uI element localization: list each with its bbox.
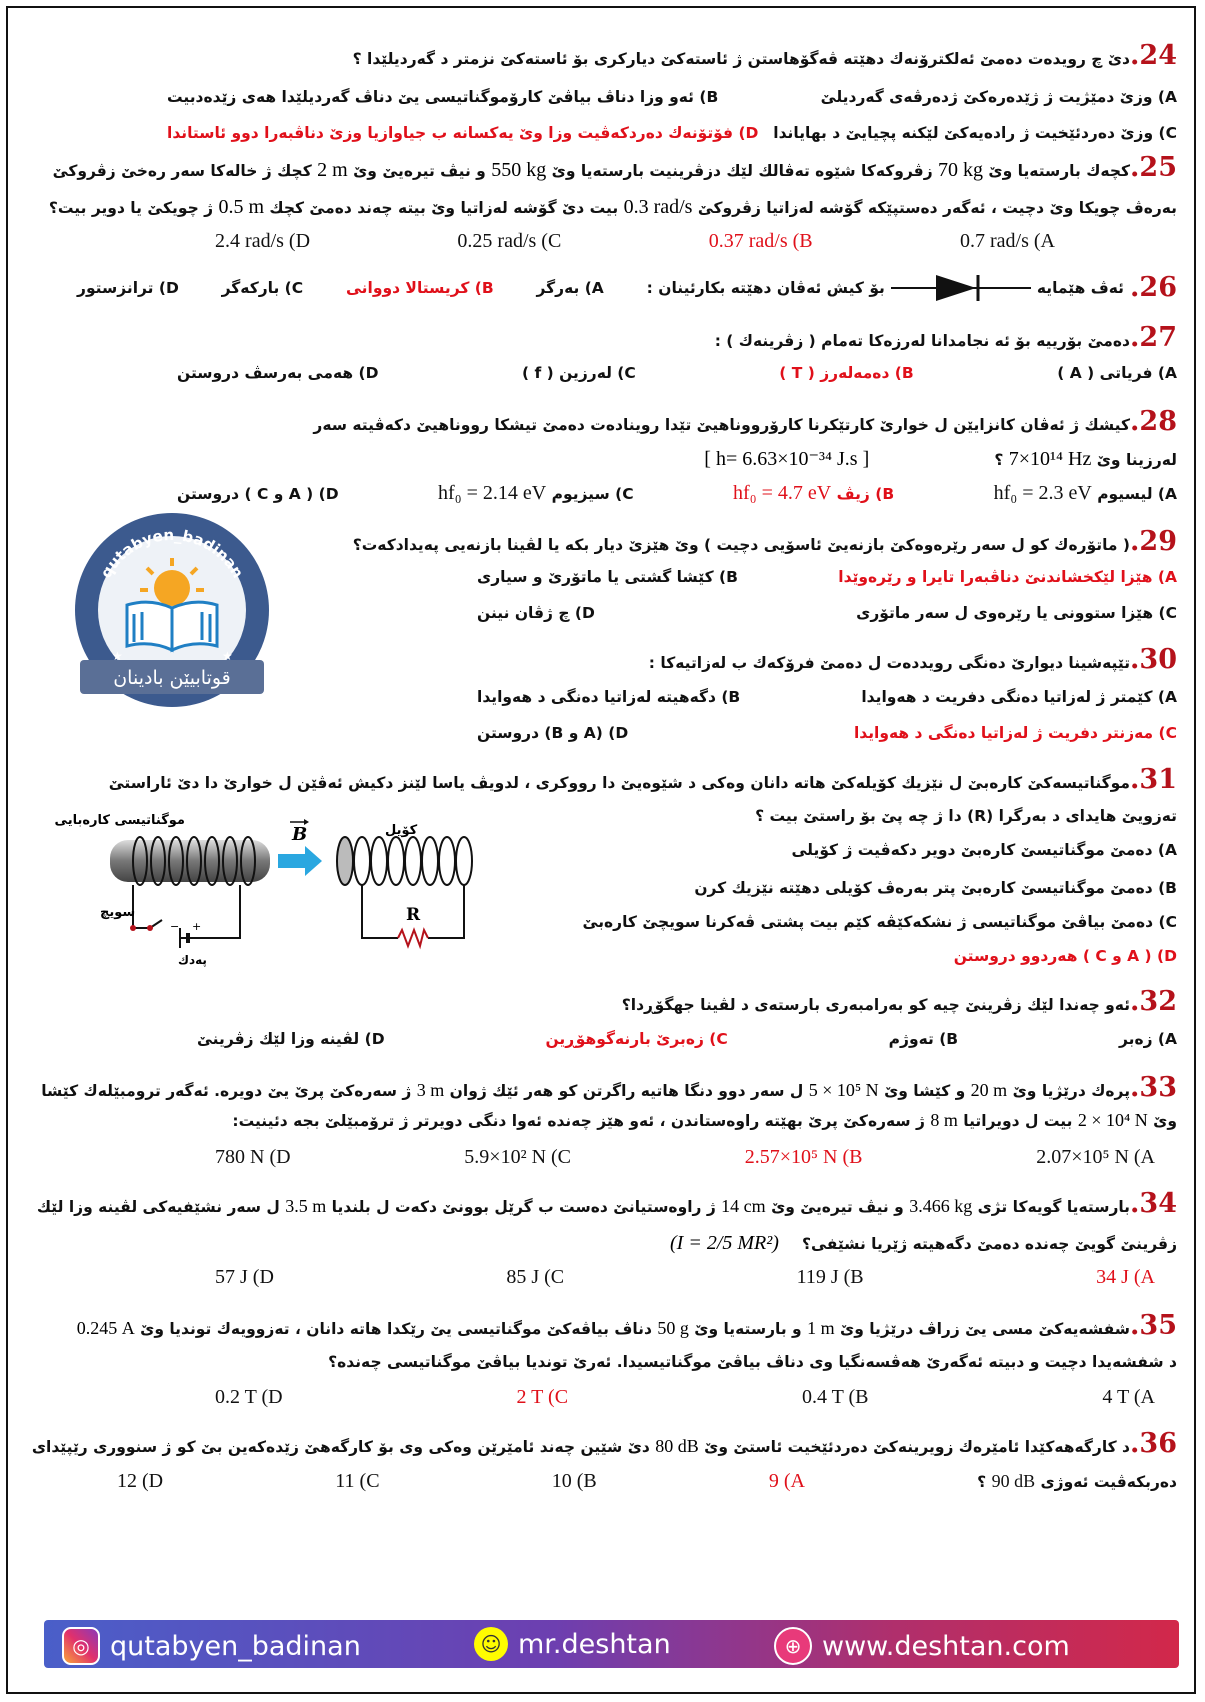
options-row	[177, 482, 1177, 505]
stem-text: زڤرینێ گویێ چەندە دەمێ دگەهیتە ژێریا نشێفی؟	[802, 1235, 1177, 1253]
option-d[interactable]: 57 J (D	[215, 1266, 274, 1288]
website-text: www.deshtan.com	[822, 1630, 1070, 1662]
question-31-line2	[600, 806, 1177, 825]
question-number: 32.	[1130, 986, 1177, 1017]
svg-text:−: −	[170, 920, 180, 933]
question-33-line2	[22, 1110, 1177, 1131]
magnetic-field-label: B	[292, 824, 308, 845]
option-row	[600, 946, 1177, 965]
question-number: 31.	[1130, 764, 1177, 795]
option-d[interactable]: D) (A و B) دروستن	[477, 724, 629, 742]
stem-text: و کێشا وێ	[878, 1082, 971, 1100]
value: 14 cm	[721, 1196, 766, 1216]
instagram-handle[interactable]	[62, 1627, 361, 1665]
question-24	[22, 40, 1177, 71]
stem-text: زڤروکەکا شێوە تەڤالك لێك دزڤرینیت بارستەیا وێ	[546, 162, 939, 180]
options-row	[477, 688, 1177, 706]
stem-text: و نیڤ تیرەیێ وێ	[347, 162, 492, 180]
question-stem: ئەو چەندا لێك زڤرینێ چیە کو بەرامبەری بارستەی د لڤینا جهگۆڕدا؟	[621, 996, 1131, 1014]
option-d[interactable]: D) چ ژڤان نینن	[477, 604, 595, 622]
question-36-line2	[977, 1471, 1177, 1492]
stem-text: بۆ کیش ئەڤان دهێتە بکارئینان :	[646, 278, 885, 297]
option-b[interactable]	[733, 482, 894, 505]
question-number: 29.	[1130, 526, 1177, 557]
stem-text: ل سەر نشێفیەکی لڤینە وزا لێك	[36, 1198, 286, 1216]
stem-text: ل سەر دوو دنگا هاتیە راگرتن کو هەر ئێك ژوان	[444, 1082, 809, 1100]
options-row	[215, 1266, 1155, 1289]
option-a[interactable]: A) فریاتی ( A )	[1057, 364, 1177, 382]
snapchat-icon: ☺	[474, 1627, 508, 1661]
option-d[interactable]: D) فۆتۆنەك دەردکەڤیت وزا وێ یەکسانە ب جیاوازیا وزێ دناڤبەرا دوو ئاستاندا	[167, 124, 759, 142]
option-c[interactable]: 11 (C	[335, 1470, 380, 1492]
value: 8 m	[930, 1110, 958, 1130]
option-a[interactable]: A) وزێ دمێژیت ژ ژێدەرەکێ ژدەرڤەی گەردیلێ	[820, 88, 1177, 106]
stem-text: کچك ژ خالەکا سەر رەخێ زڤروکێ	[52, 162, 318, 180]
option-c[interactable]: C) دەمێ بیاڤێ موگناتیسی ژ نشکەکێڤە کێم بیت پشتی ڤەکرنا سویچێ کارەبێ	[582, 913, 1177, 931]
question-35-line2	[22, 1352, 1177, 1371]
option-a[interactable]	[994, 482, 1177, 505]
option-d[interactable]: D) ( A و C ) هەردوو دروستن	[953, 947, 1177, 965]
option-label: B) زیڤ	[831, 485, 895, 503]
option-d[interactable]: 2.4 rad/s (D	[215, 230, 311, 252]
option-d[interactable]: 780 N (D	[215, 1146, 291, 1168]
question-34	[22, 1188, 1177, 1219]
option-a[interactable]: 2.07×10⁵ N (A	[1036, 1146, 1155, 1168]
option-b[interactable]: B) دەمێ موگناتیسێ کارەبێ پتر بەرەڤ کۆیلی دهێتە نێزیك کرن	[694, 879, 1177, 897]
question-36	[22, 1428, 1177, 1459]
star-icon: ★	[222, 649, 233, 663]
options-row	[117, 1470, 1177, 1493]
stem-text: وێ	[1147, 1112, 1177, 1130]
option-b[interactable]: B) تەوژم	[888, 1030, 959, 1048]
option-row	[600, 878, 1177, 897]
arrow-icon	[278, 846, 322, 876]
question-stem: دەمێ بۆرییە بۆ ئە نجامدانا لەرزەکا تەمام ( زڤرینەك ) :	[714, 332, 1131, 350]
question-number: 26.	[1130, 272, 1177, 303]
question-27	[22, 322, 1177, 353]
option-b[interactable]: B) کێشا گشتی یا ماتۆرێ و سیاری	[477, 568, 738, 586]
coil-label: کۆیل	[385, 823, 418, 838]
options-row	[477, 568, 1177, 586]
option-row	[600, 840, 1177, 859]
stem-text: ئەڤ هێمایە	[1036, 278, 1125, 297]
stem-text: ژ سەرەکێ پرێ بهێتە راوەستاندن ، ئەو هێز چەندە ئەوا دنگی دویرتر ژ ترۆمبێلێ بجە دئینیت:	[232, 1112, 931, 1130]
option-d[interactable]: D) هەمی بەرسڤ دروستن	[177, 364, 379, 382]
switch-label: سویچ	[100, 905, 136, 920]
option-a[interactable]: A) بەرگر	[536, 278, 604, 297]
coil-windings	[337, 837, 472, 885]
options-row	[477, 724, 1177, 742]
option-c[interactable]: C) بارکەگر	[221, 278, 304, 297]
value: 2 m	[317, 159, 348, 181]
option-c[interactable]: C) وزێ دەردئێخیت ژ رادەیەکێ لێکنە پچیایێ د بهایاندا	[773, 124, 1177, 142]
value: 7×10¹⁴ Hz	[1008, 448, 1092, 470]
option-d[interactable]: 0.2 T (D	[215, 1386, 283, 1408]
option-c[interactable]	[438, 482, 634, 505]
battery-icon	[170, 920, 240, 948]
option-a[interactable]: 4 T (A	[1102, 1386, 1155, 1408]
question-stem: کیشك ژ ئەڤان کانزایێن ل خوارێ کارتێکرنا کارۆرووناهیێ تێدا روینادەت دەمێ تیشکا رووناهیێ دکەڤیتە سەر	[313, 416, 1131, 434]
stem-text: لەرزینا وێ	[1091, 451, 1177, 469]
option-b[interactable]: B) دگەهیتە لەزاتیا دەنگی د هەوایدا	[477, 688, 741, 706]
options-row	[215, 230, 1055, 253]
stem-text: دناڤ بیاڤەکێ موگناتیسی یێ رێکدا هاتە دانان ، تەزوویەك توندیا وێ	[134, 1320, 658, 1338]
question-28-line2	[22, 446, 1177, 471]
snapchat-handle[interactable]	[474, 1627, 671, 1661]
option-b[interactable]: 10 (B	[551, 1470, 597, 1492]
value: 3 m	[416, 1080, 445, 1100]
option-c[interactable]: 2 T (C	[516, 1386, 569, 1408]
stem-text: ژ راوەستیانێ دەست ب گرێل بوونێ دکەت ل بلندیا	[326, 1198, 722, 1216]
option-b[interactable]: 119 J (B	[796, 1266, 864, 1288]
question-29	[22, 526, 1177, 557]
globe-icon: ⊕	[774, 1627, 812, 1665]
option-c[interactable]: 0.25 rad/s (C	[457, 230, 562, 252]
question-number: 36.	[1130, 1428, 1177, 1459]
question-number: 30.	[1130, 644, 1177, 675]
option-c[interactable]: 85 J (C	[506, 1266, 565, 1288]
option-a[interactable]: 34 J (A	[1096, 1266, 1155, 1288]
option-value: hf₀ = 2.14 eV	[438, 482, 547, 504]
instagram-text: qutabyen_badinan	[110, 1630, 361, 1662]
value: 50 g	[657, 1318, 689, 1338]
question-33	[22, 1072, 1177, 1103]
options-row	[215, 1146, 1155, 1169]
question-28	[22, 406, 1177, 437]
value: 90 dB	[991, 1471, 1036, 1491]
footer-banner	[44, 1620, 1179, 1668]
electromagnet-label: موگناتیسی کارەبایی	[54, 813, 185, 828]
option-row	[582, 912, 1177, 931]
option-b[interactable]: B) کریستالا دووانی	[346, 278, 494, 297]
question-25	[22, 152, 1177, 183]
resistor-icon	[398, 930, 428, 946]
question-number: 34.	[1130, 1188, 1177, 1219]
option-c[interactable]: C) زەبرێ بارنەگوهۆڕین	[545, 1030, 728, 1048]
question-number: 27.	[1130, 322, 1177, 353]
option-b[interactable]: B) ئەو وزا دناڤ بیاڤێ کارۆموگناتیسی یێ دناڤ گەردیلێدا هەی زێدەدبیت	[167, 88, 719, 106]
moment-of-inertia-formula: (I = 2/5 MR²)	[670, 1232, 779, 1254]
resistor-label: R	[406, 905, 421, 925]
stem-text: بیت دێ گۆشە لەزاتیا وێ بیتە چەند دەمێ کچك	[264, 199, 624, 217]
option-b[interactable]: B) دەمەلەرز ( T )	[779, 364, 914, 382]
value: 5 × 10⁵ N	[808, 1080, 879, 1100]
option-value: hf₀ = 4.7 eV	[733, 482, 832, 504]
option-c[interactable]: 5.9×10² N (C	[464, 1146, 572, 1168]
book-icon	[127, 602, 217, 650]
question-number: 28.	[1130, 406, 1177, 437]
stem-text: ژ سەرەکێ پرێ یێ دویرە. ئەگەر ترومبێلەك کێشا	[41, 1082, 417, 1100]
battery-label: پەدك	[178, 953, 207, 967]
stem-text: د کارگەهەکێدا ئامێرەك زویرینەکێ دەردئێخیت ئاستێ وێ	[698, 1438, 1131, 1456]
value: 3.466 kg	[909, 1196, 973, 1216]
options-row	[197, 1030, 1177, 1048]
stem-text: پرەك درێژیا وێ	[1007, 1082, 1131, 1100]
option-b[interactable]: 0.37 rad/s (B	[708, 230, 813, 252]
option-b[interactable]: 2.57×10⁵ N (B	[744, 1146, 863, 1168]
stem-text: ؟	[994, 451, 1009, 469]
svg-text:+: +	[192, 920, 202, 933]
question-stem: ( ماتۆرەك کو ل سەر رێرەوەکێ بازنەیێ ئاسۆیی دچیت ) وێ هێزێ دیار بکە یا لڤینا بازنەیی پەیدادکەت؟	[352, 536, 1131, 554]
value: 80 dB	[655, 1436, 699, 1456]
option-d[interactable]: D) ( A و C ) دروستن	[177, 484, 339, 503]
value: 2 × 10⁴ N	[1077, 1110, 1148, 1130]
value: 20 m	[970, 1080, 1008, 1100]
option-value: hf₀ = 2.3 eV	[993, 482, 1092, 504]
option-c[interactable]: C) هێزا ستوونی یا رێرەوی ل سەر ماتۆری	[856, 604, 1177, 622]
option-a[interactable]: A) هێزا لێکخشاندنێ دناڤبەرا تایرا و رێرەوێدا	[838, 568, 1177, 586]
logo-top-text: qutabyen_badinan	[96, 525, 248, 582]
question-stem: تێپەشینا دیوارێ دەنگی رویددەت ل دەمێ فرۆکەك ب لەزاتیەکا :	[648, 654, 1131, 672]
option-label: A) لیسیوم	[1091, 485, 1177, 503]
stem-text: و نیڤ تیرەیێ وێ	[765, 1198, 910, 1216]
stem-text: بیت ل دویراتیا	[957, 1112, 1078, 1130]
option-c[interactable]: C) لەرزین ( f )	[521, 364, 636, 382]
option-a[interactable]: 9 (A	[768, 1470, 805, 1492]
question-30	[22, 644, 1177, 675]
given-constant: [ h= 6.63×10⁻³⁴ J.s ]	[704, 448, 870, 470]
question-26	[77, 272, 1177, 303]
electromagnet-coil-diagram	[54, 808, 580, 968]
stem-text: و بارستەیا وێ	[688, 1320, 808, 1338]
stem-text: دەربکەڤیت ئەوژی	[1035, 1473, 1177, 1491]
question-number: 25.	[1130, 152, 1177, 183]
options-row	[167, 88, 1177, 106]
question-number: 35.	[1130, 1310, 1177, 1341]
options-row	[167, 124, 1177, 142]
question-35	[22, 1310, 1177, 1341]
stem-text: تەزویێ هایدای د بەرگرا (R) دا ژ چە پێ بۆ راستێ بیت ؟	[755, 807, 1177, 825]
value: 0.3 rad/s	[623, 196, 693, 218]
instagram-icon: ◎	[62, 1627, 100, 1665]
option-b[interactable]: 0.4 T (B	[801, 1386, 869, 1408]
question-number: 24.	[1130, 40, 1177, 71]
option-a[interactable]: A) دەمێ موگناتیسێ کارەبێ دویر دکەڤیت ژ کۆیلی	[791, 841, 1177, 859]
question-stem: دێ چ رویدەت دەمێ ئەلکترۆنەك دهێتە ڤەگۆهاستن ژ ئاستەکێ دیارکری بۆ ئاستەکێ نزمتر د گەردیلێدا ؟	[352, 50, 1131, 68]
value: 1 m	[807, 1318, 835, 1338]
snapchat-text: mr.deshtan	[518, 1628, 671, 1660]
stem-text: د شفشەیدا دچیت و دبیتە ئەگەرێ هەڤسەنگیا وی دناڤ بیاڤێ موگناتیسیدا. ئەرێ توندیا بیاڤێ موگناتیسی چەندە؟	[328, 1353, 1177, 1371]
star-icon: ★	[112, 649, 123, 663]
question-34-line2	[22, 1232, 1177, 1255]
logo-bottom-text: قوتابیێن بادینان	[113, 667, 231, 689]
option-d[interactable]: D) ترانزستور	[77, 278, 179, 297]
diode-symbol-icon	[891, 273, 1031, 303]
option-c[interactable]: C) مەزنتر دفریت ژ لەزاتیا دەنگی د هەوایدا	[853, 724, 1177, 742]
stem-text: دێ شێین چەند ئامێرێن وەکی وی بۆ کارگەهێ زێدەکەین بێ کو ژ سنووری رێپێدای	[31, 1438, 656, 1456]
value: 3.5 m	[285, 1196, 327, 1216]
stem-text: کچەك بارستەیا وێ	[983, 162, 1131, 180]
question-31	[22, 764, 1177, 795]
option-a[interactable]: A) کێمتر ژ لەزاتیا دەنگی دفریت د هەوایدا	[861, 688, 1177, 706]
website-link[interactable]	[774, 1627, 1070, 1665]
question-25-line2	[22, 196, 1177, 219]
options-row	[477, 604, 1177, 622]
question-32	[22, 986, 1177, 1017]
stem-text: ؟	[977, 1473, 992, 1491]
value: 70 kg	[938, 159, 984, 181]
options-row	[177, 364, 1177, 382]
stem-text: شفشەیەکێ مسی یێ زراڤ درێژیا وێ	[834, 1320, 1131, 1338]
option-d[interactable]: 12 (D	[117, 1470, 164, 1492]
option-label: C) سیزیوم	[546, 485, 634, 503]
value: 0.5 m	[218, 196, 265, 218]
option-a[interactable]: 0.7 rad/s (A	[960, 230, 1055, 252]
question-stem: موگناتیسەکێ کارەبێ ل نێزیك کۆیلەکێ هاتە دانان وەکی د شێوەیێ دا رووکری ، لدویڤ یاسا لێنز دکیش ئەڤێن ل خوارێ دا دێ ئاراستێ	[108, 774, 1131, 792]
question-26-stem	[647, 272, 1177, 303]
option-d[interactable]: D) لڤینە وزا لێك زڤرینێ	[197, 1030, 385, 1048]
stem-text: ژ چویکێ یا دویر بیت؟	[48, 199, 219, 217]
stem-text: بارستەیا گویەکا تژی	[972, 1198, 1131, 1216]
value: 0.245 A	[76, 1318, 135, 1338]
stem-text: بەرەڤ چویکا وێ دچیت ، ئەگەر دەستپێکە گۆشە لەزاتیا زڤروکێ	[692, 199, 1177, 217]
option-a[interactable]: A) زەبر	[1118, 1030, 1177, 1048]
value: 550 kg	[491, 159, 547, 181]
options-row	[215, 1386, 1155, 1409]
question-number: 33.	[1130, 1072, 1177, 1103]
